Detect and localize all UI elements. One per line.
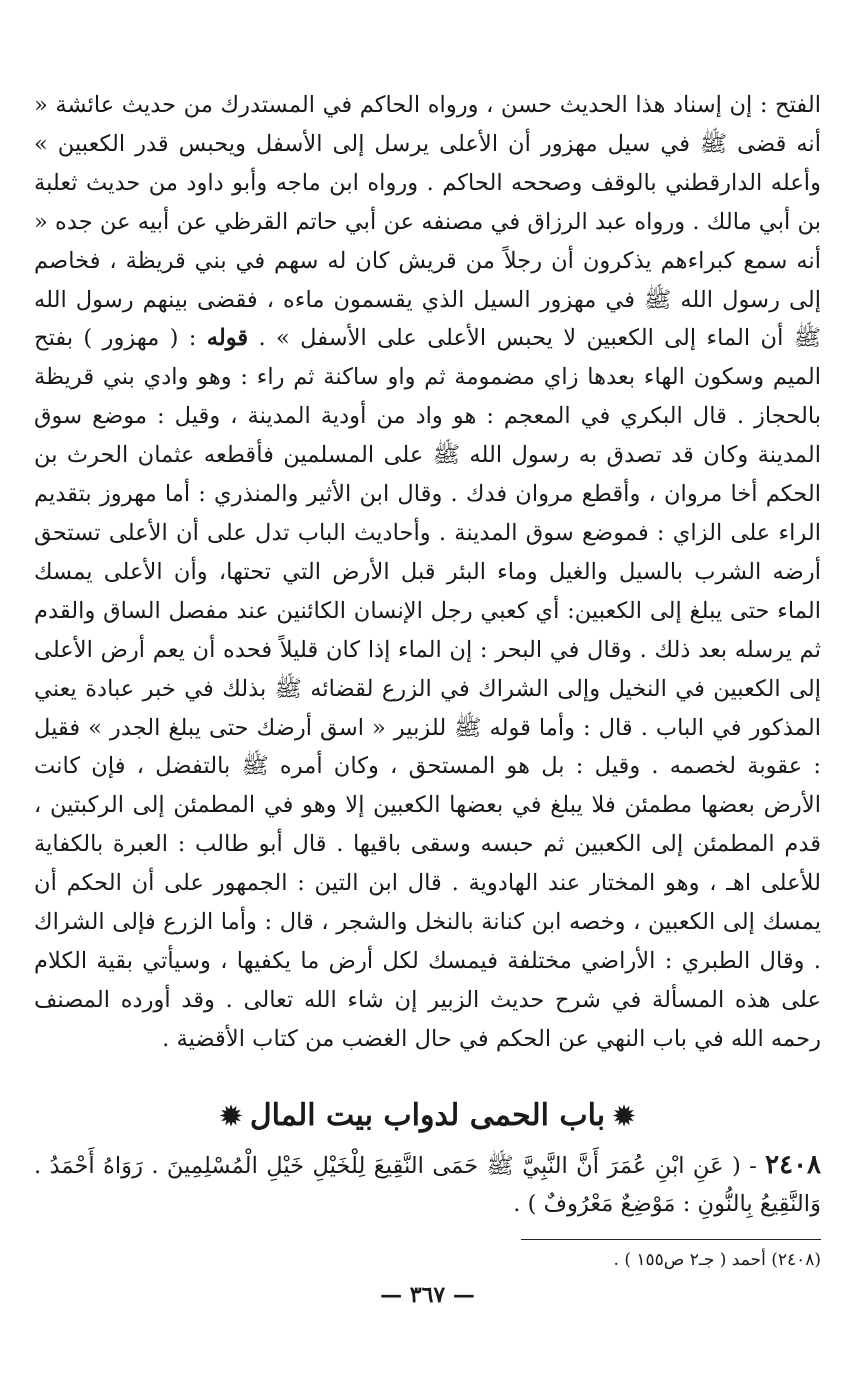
hadith-number: ٢٤٠٨ [765, 1150, 821, 1180]
footnote-divider [521, 1239, 821, 1240]
footnote: (٢٤٠٨) أحمد ( جـ٢ ص١٥٥ ) . [613, 1250, 821, 1270]
chapter-heading [34, 1092, 821, 1140]
star-ornament-icon: ✹ [613, 1102, 635, 1132]
chapter-title-text: باب الحمى لدواب بيت المال [249, 1098, 606, 1133]
document-page [34, 86, 821, 1308]
hadith-paragraph [34, 1146, 821, 1226]
keyword-qawluhu: قوله [206, 325, 249, 352]
commentary-paragraph [34, 86, 821, 1086]
commentary-text-start: الفتح : إن إسناد هذا الحديث حسن ، ورواه الحاكم في المستدرك من حديث عائشة « أنه قضى ﷺ في سيل مهزور أن الأعلى يرسل إلى الأسفل ويحبس قدر الكعبين » وأعله الدارقطني بالوقف وصححه الحاكم . ورواه ابن ماجه وأبو داود من حديث ثعلبة بن أبي مالك . ورواه عبد الرزاق في مصنفه عن أبي حاتم القرظي عن أبيه عن جده « أنه سمع كبراءهم يذكرون أن رجلاً من قريش كان له سهم في بني قريظة ، فخاصم إلى رسول الله ﷺ في مهزور السيل الذي يقسمون ماءه ، فقضى بينهم رسول الله ﷺ أن الماء إلى الكعبين لا يحبس الأعلى على الأسفل » . [34, 92, 821, 352]
commentary-text-rest: : ( مهزور ) بفتح الميم وسكون الهاء بعدها زاي مضمومة ثم واو ساكنة ثم راء : وهو وادي بني قريظة بالحجاز . قال البكري في المعجم : هو واد من أودية المدينة ، وقيل : موضع سوق المدينة وكان قد تصدق به رسول الله ﷺ على المسلمين فأقطعه عثمان الحرث بن الحكم أخا مروان ، وأقطع مروان فدك . وقال ابن الأثير والمنذري : أما مهروز بتقديم الراء على الزاي : فموضع سوق المدينة . وأحاديث الباب تدل على أن الأعلى تستحق أرضه الشرب بالسيل والغيل وماء البئر قبل الأرض التي تحتها، وأن الأعلى يمسك الماء حتى يبلغ إلى الكعبين: أي كعبي رجل الإنسان الكائنين عند مفصل الساق والقدم ثم يرسله بعد ذلك . وقال في البحر : إن الماء إذا كان قليلاً فحده أن يعم أرض الأعلى إلى الكعبين في النخيل وإلى الشراك في الزرع لقضائه ﷺ بذلك في خبر عبادة يعني المذكور في الباب . قال : وأما قوله ﷺ للزبير « اسق أرضك حتى يبلغ الجدر » فقيل : عقوبة لخصمه . وقيل : بل هو المستحق ، وكان أمره ﷺ بالتفضل ، فإن كانت الأرض بعضها مطمئن فلا يبلغ في بعضها الكعبين إلا وهو في المطمئن إلى الركبتين ، قدم المطمئن إلى الكعبين ثم حبسه وسقى باقيها . قال أبو طالب : العبرة بالكفاية للأعلى اهـ ، وهو المختار عند الهادوية . قال ابن التين : الجمهور على أن الحكم أن يمسك إلى الكعبين ، وخصه ابن كنانة بالنخل والشجر ، قال : وأما الزرع فإلى الشراك . وقال الطبري : الأراضي مختلفة فيمسك لكل أرض ما يكفيها ، وسيأتي بقية الكلام على هذه المسألة في شرح حديث الزبير إن شاء الله تعالى . وقد أورده المصنف رحمه الله في باب النهي عن الحكم في حال الغضب من كتاب الأقضية . [34, 325, 821, 1052]
page-number: — ٣٦٧ — [380, 1282, 475, 1308]
hadith-text: - ( عَنِ ابْنِ عُمَرَ أَنَّ النَّبِيَّ ﷺ حَمَى النَّقِيعَ لِلْخَيْلِ خَيْلِ الْمُسْلِمِينَ . رَوَاهُ أَحْمَدُ . وَالنَّقِيعُ بِالنُّونِ : مَوْضِعٌ مَعْرُوفٌ ) . [34, 1153, 821, 1217]
star-ornament-icon: ✹ [220, 1102, 242, 1132]
